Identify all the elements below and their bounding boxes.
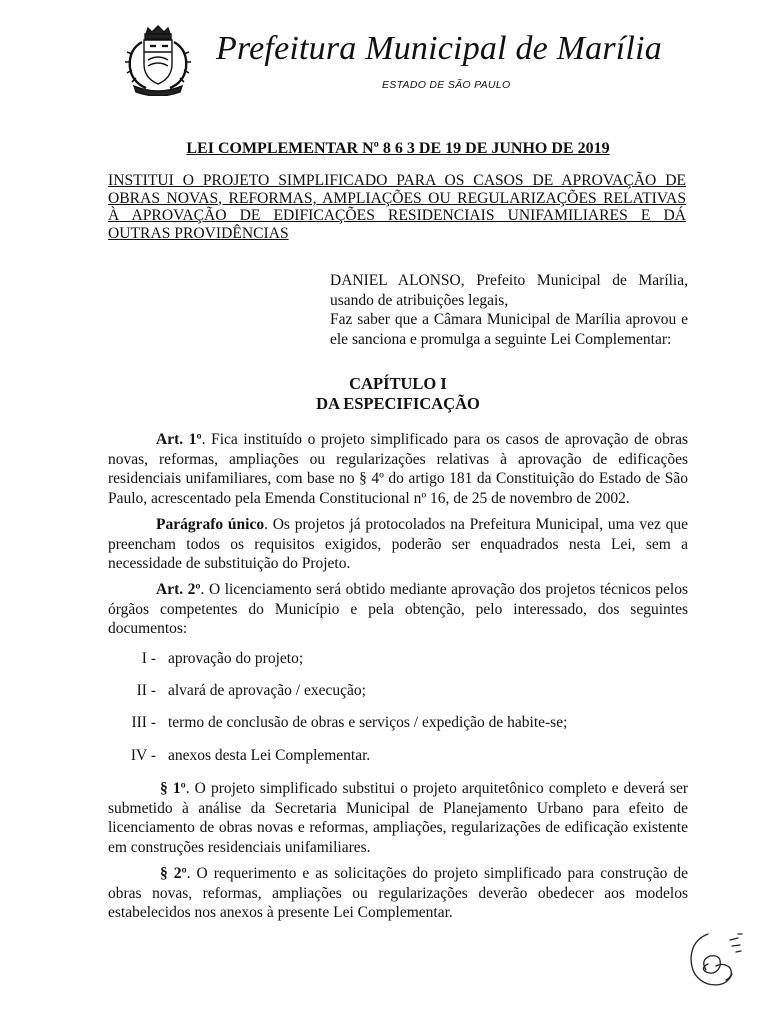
item-text: termo de conclusão de obras e serviços / expedição de habite-se; [168,714,568,731]
article-line [108,864,688,884]
section-text: . O requerimento e as solicitações do projeto simplificado para construção de [186,865,688,882]
sole-paragraph [108,515,688,574]
article-line: Paulo, acrescentado pela Emenda Constitucional nº 16, de 25 de novembro de 2002. [108,489,630,507]
law-summary [108,172,686,242]
article-line: submetido à análise da Secretaria Municipal de Planejamento Urbano para efeito de [108,799,688,817]
law-title: LEI COMPLEMENTAR Nº 8 6 3 DE 19 DE JUNHO DE 2019 [186,140,610,157]
chapter-heading [108,374,688,414]
coat-of-arms-icon [118,24,198,96]
list-item [108,682,688,702]
law-summary-line: OUTRAS PROVIDÊNCIAS [108,224,289,242]
section-2 [108,864,688,923]
item-text: aprovação do projeto; [168,650,304,667]
article-line: órgãos competentes do Município e pela obtenção, pelo interessado, dos seguintes [108,600,688,618]
article-line: em construções residenciais unifamiliares. [108,838,371,856]
item-number: I - [141,650,156,667]
section-text: . O projeto simplificado substitui o projeto arquitetônico completo e deverá ser [185,780,688,797]
chapter-title: DA ESPECIFICAÇÃO [316,394,480,413]
article-line: licenciamento de obras novas e reformas, ampliações, regularizações de edificação existente [108,819,688,837]
preamble-line: DANIEL ALONSO, Prefeito Municipal de Marília, [330,272,688,289]
article-2 [108,580,688,639]
article-line: estabelecidos nos anexos à presente Lei Complementar. [108,904,453,922]
section-1 [108,779,688,857]
law-summary-line: OBRAS NOVAS, REFORMAS, AMPLIAÇÕES OU REGULARIZAÇÕES RELATIVAS [108,189,686,207]
organization-state: ESTADO DE SÃO PAULO [382,79,511,91]
article-text: . Fica instituído o projeto simplificado para os casos de aprovação de obras [201,431,688,448]
article-line: residenciais unifamiliares, com base no § 4º do artigo 181 da Constituição do Estado de São [108,470,688,488]
item-number: II - [136,682,156,699]
preamble-line: Faz saber que a Câmara Municipal de Marília aprovou e [330,311,688,329]
section-label: § 1º [160,780,186,797]
article-line [108,580,688,600]
article-line: documentos: [108,620,188,638]
list-item [108,650,688,670]
preamble-line: usando de atribuições legais, [330,291,509,309]
organization-name: Prefeitura Municipal de Marília [216,30,662,67]
article-line: necessidade de substituição do Projeto. [108,555,351,573]
article-line [108,430,688,450]
list-item [108,714,688,734]
article-line: preencham todos os requisitos exigidos, poderão ser enquadrados nesta Lei, sem a [108,535,688,553]
article-label: Art. 1º [156,431,202,448]
article-line [108,515,688,535]
item-number: IV - [130,747,156,764]
chapter-number: CAPÍTULO I [349,374,447,393]
handwritten-signature-icon [686,926,750,992]
paragraph-label: Parágrafo único [156,516,265,533]
list-item [108,747,688,767]
article-line: obras novas, reformas, ampliações ou regularizações deverão obedecer aos modelos [108,884,688,902]
article-line: novas, reformas, ampliações ou regularizações relativas à aprovação de edificações [108,450,688,468]
item-number: III - [131,714,156,731]
preamble [330,271,688,350]
article-label: Art. 2º [156,581,201,598]
law-summary-line: À APROVAÇÃO DE EDIFICAÇÕES RESIDENCIAIS UNIFAMILIARES E DÁ [108,207,686,224]
article-line [108,779,688,799]
article-text: . O licenciamento será obtido mediante aprovação dos projetos técnicos pelos [200,581,688,598]
section-label: § 2º [160,865,187,882]
paragraph-text: . Os projetos já protocolados na Prefeitura Municipal, uma vez que [264,516,688,533]
preamble-line: ele sanciona e promulga a seguinte Lei Complementar: [330,331,672,349]
article-1 [108,430,688,508]
item-text: anexos desta Lei Complementar. [168,747,371,764]
law-summary-line: INSTITUI O PROJETO SIMPLIFICADO PARA OS CASOS DE APROVAÇÃO DE [108,172,686,189]
item-text: alvará de aprovação / execução; [168,682,366,699]
